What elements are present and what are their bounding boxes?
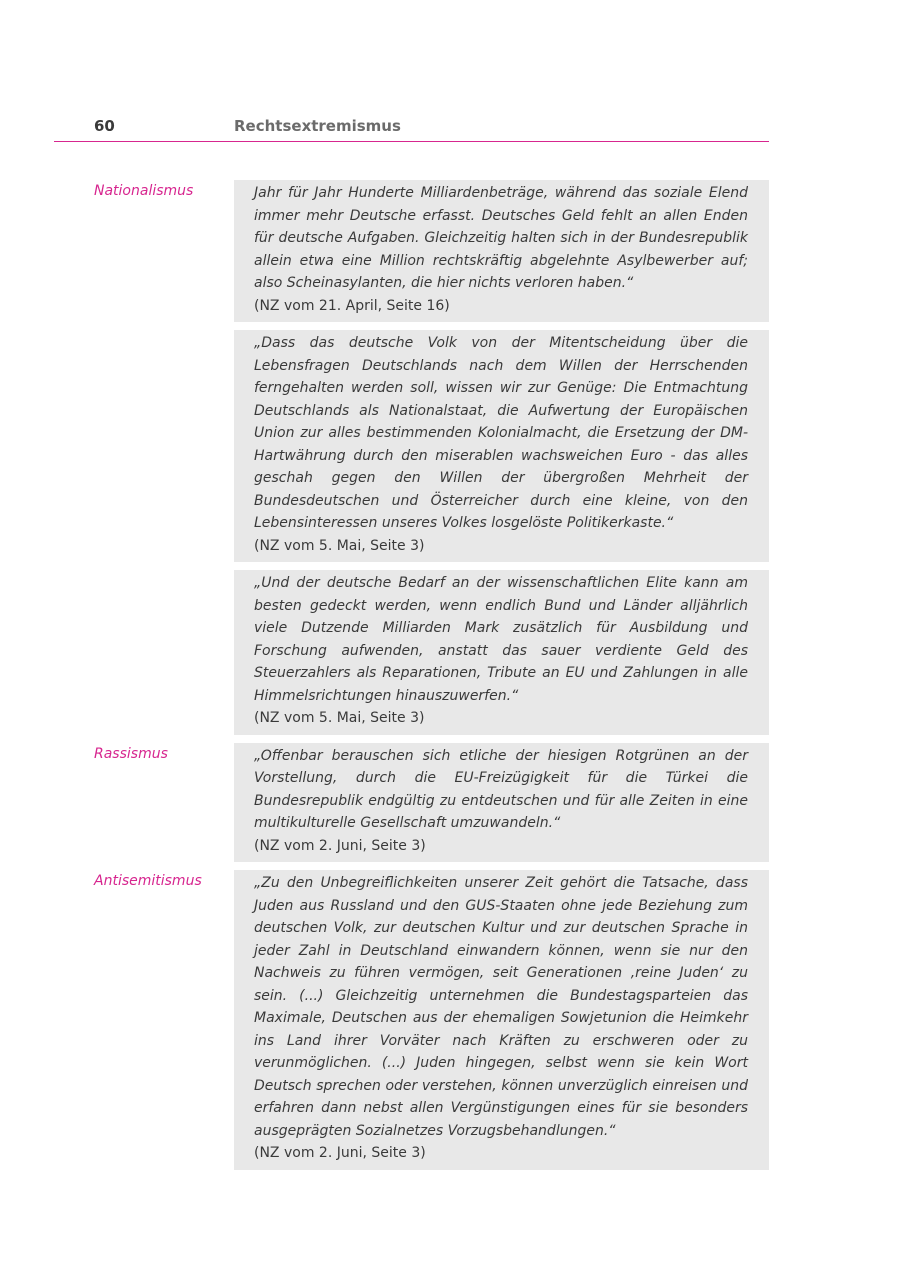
- quote-text: Jahr für Jahr Hunderte Milliardenbeträge, während das soziale Elend immer mehr Deutsche erfasst. Deutsches Geld fehlt an allen Enden für deutsche Aufgaben. Gleichzeitig halten sich in der Bundesrepublik allein etwa eine Million rechtskräftig abgelehnte Asylbewerber auf; also Scheinasylanten, die hier nichts verloren haben.“: [254, 185, 748, 291]
- quote-box: [234, 870, 769, 1170]
- quote-entry: [0, 743, 900, 863]
- quote-list: [0, 180, 900, 1178]
- quote-entry: [0, 570, 900, 735]
- quote-source: (NZ vom 21. April, Seite 16): [254, 297, 450, 314]
- header-rule: [54, 141, 769, 142]
- running-title: Rechtsextremismus: [234, 117, 401, 135]
- quote-source: (NZ vom 5. Mai, Seite 3): [254, 537, 425, 554]
- quote-box: [234, 180, 769, 322]
- category-label: Nationalismus: [94, 183, 194, 199]
- quote-text: „Zu den Unbegreiflichkeiten unserer Zeit gehört die Tatsache, dass Juden aus Russland und den GUS-Staaten ohne jede Beziehung zum deutschen Volk, zur deutschen Kultur und zur deutschen Sprache in jeder Zahl in Deutschland einwandern können, wenn sie nur den Nachweis zu führen vermögen, seit Generationen ‚reine Juden‘ zu sein. (...) Gleichzeitig unternehmen die Bundestagsparteien das Maximale, Deutschen aus der ehemaligen Sowjetunion die Heimkehr ins Land ihrer Vorväter nach Kräften zu erschweren oder zu verunmöglichen. (...) Juden hingegen, selbst wenn sie kein Wort Deutsch sprechen oder verstehen, können unverzüglich einreisen und erfahren dann nebst allen Vergünstigungen eines für sie besonders ausgeprägten Sozialnetzes Vorzugsbehandlungen.“: [254, 875, 748, 1139]
- page-header: [0, 0, 900, 145]
- quote-source: (NZ vom 2. Juni, Seite 3): [254, 837, 426, 854]
- quote-entry: [0, 180, 900, 322]
- quote-entry: [0, 330, 900, 562]
- quote-box: [234, 743, 769, 863]
- quote-box: [234, 330, 769, 562]
- quote-text: „Offenbar berauschen sich etliche der hiesigen Rotgrünen an der Vorstellung, durch die EU-Freizügigkeit für die Türkei die Bundesrepublik endgültig zu entdeutschen und für alle Zeiten in eine multikulturelle Gesellschaft umzuwandeln.“: [254, 747, 748, 831]
- page-number: 60: [94, 117, 115, 135]
- quote-text: „Dass das deutsche Volk von der Mitentscheidung über die Lebensfragen Deutschlands nach dem Willen der Herrschenden ferngehalten werden soll, wissen wir zur Genüge: Die Entmachtung Deutschlands als Nationalstaat, die Aufwertung der Europäischen Union zur alles bestimmenden Kolonialmacht, die Ersetzung der DM-Hartwährung durch den miserablen wachsweichen Euro - das alles geschah gegen den Willen der übergroßen Mehrheit der Bundesdeutschen und Österreicher durch eine kleine, von den Lebensinteressen unseres Volkes losgelöste Politikerkaste.“: [254, 335, 748, 531]
- quote-source: (NZ vom 5. Mai, Seite 3): [254, 710, 425, 726]
- category-label: Antisemitismus: [94, 873, 202, 889]
- quote-box: [234, 570, 769, 735]
- quote-entry: [0, 870, 900, 1170]
- quote-text: „Und der deutsche Bedarf an der wissenschaftlichen Elite kann am besten gedeckt werden, wenn endlich Bund und Länder alljährlich viele Dutzende Milliarden Mark zusätzlich für Ausbildung und Forschung aufwenden, anstatt das sauer verdiente Geld des Steuerzahlers als Reparationen, Tribute an EU und Zahlungen in alle Himmelsrichtungen hinauszuwerfen.“: [254, 575, 748, 704]
- category-label: Rassismus: [94, 745, 168, 762]
- quote-source: (NZ vom 2. Juni, Seite 3): [254, 1145, 426, 1161]
